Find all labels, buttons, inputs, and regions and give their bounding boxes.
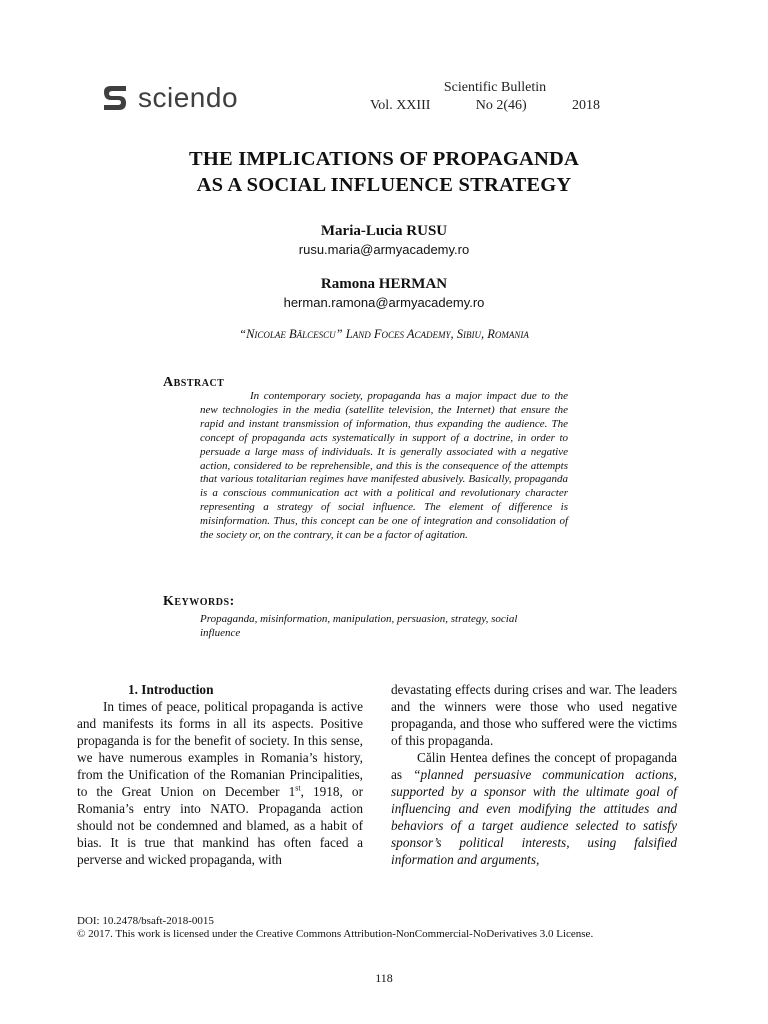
abstract-text: In contemporary society, propaganda has a major impact due to the new technologies in the media (satellite television, the Internet) that ensure the rapid and instant transmission of information, thus expanding the audience. The concept of propaganda acts systematically in support of a doctrine, in order to persuade a large mass of individuals. It is generally associated with a negative action, considered to be reprehensible, and this is the consequence of the attempts that various totalitarian regimes have manifested abusively. Basically, propaganda is a conscious communication act with a political and revolutionary character representing a strategy of social influence. The element of difference is misinformation. Thus, this concept can be one of integration and consolidation of the society or, on the contrary, it can be a factor of agitation. — [200, 390, 568, 542]
paragraph — [77, 698, 363, 868]
paragraph: devastating effects during crises and war. The leaders and the winners were those who used negative propaganda, and those who suffered were the victims of this propaganda. — [391, 682, 677, 748]
body-column-right — [391, 681, 677, 868]
quotation: “planned persuasive communication actions, supported by a sponsor with the ultimate goal of influencing and even modifying the attitudes and behaviors of a target audience selected to satisfy sponsor’s political interests, using falsified information and arguments, — [391, 767, 677, 867]
bulletin-title: Scientific Bulletin — [443, 80, 547, 95]
superscript: st — [295, 783, 301, 793]
paragraph-text: , 1918, or Romania’s entry into NATO. Propaganda action should not be condemned and blamed, as a habit of bias. It is true that mankind has often faced a perverse and wicked propaganda, with — [77, 784, 363, 867]
section-heading: 1. Introduction — [128, 682, 214, 697]
author-name: Ramona HERMAN — [320, 276, 448, 292]
doi[interactable]: DOI: 10.2478/bsaft-2018-0015 — [77, 915, 214, 927]
license-notice: © 2017. This work is licensed under the Creative Commons Attribution-NonCommercial-NoDerivatives 3.0 License. — [77, 928, 594, 940]
title-line-2: AS A SOCIAL INFLUENCE STRATEGY — [196, 174, 572, 196]
paragraph-text: Călin Hentea defines the concept of propaganda as — [391, 750, 677, 782]
footer — [77, 915, 697, 941]
sciendo-logo-icon — [100, 83, 130, 113]
author-email[interactable]: herman.ramona@armyacademy.ro — [283, 295, 485, 310]
body-column-left — [77, 681, 363, 868]
journal-header — [370, 80, 600, 114]
keywords-text: Propaganda, misinformation, manipulation, persuasion, strategy, social influence — [200, 613, 518, 639]
author-name: Maria-Lucia RUSU — [320, 223, 448, 239]
paragraph-text: In times of peace, political propaganda is active and manifests its forms in all its aspects. Positive propaganda is for the benefit of society. In this sense, we have numerous examples in Romania’s history, from the Unification of the Romanian Principalities, to the Great Union on December 1 — [77, 699, 363, 799]
keywords-heading: Keywords: — [163, 594, 235, 609]
author-email[interactable]: rusu.maria@armyacademy.ro — [298, 242, 470, 257]
affiliation: “Nicolae Bălcescu” Land Foces Academy, Sibiu, Romania — [239, 327, 529, 341]
paper-title — [0, 146, 768, 198]
publisher-logo — [100, 80, 238, 116]
logo-text: sciendo — [138, 82, 239, 113]
paragraph — [391, 749, 677, 868]
volume: Vol. XXIII — [370, 98, 431, 113]
year: 2018 — [572, 98, 600, 113]
issue-number: No 2(46) — [475, 98, 527, 113]
abstract-heading: Abstract — [163, 375, 225, 390]
title-line-1: THE IMPLICATIONS OF PROPAGANDA — [188, 148, 579, 170]
page-number: 118 — [375, 971, 393, 985]
